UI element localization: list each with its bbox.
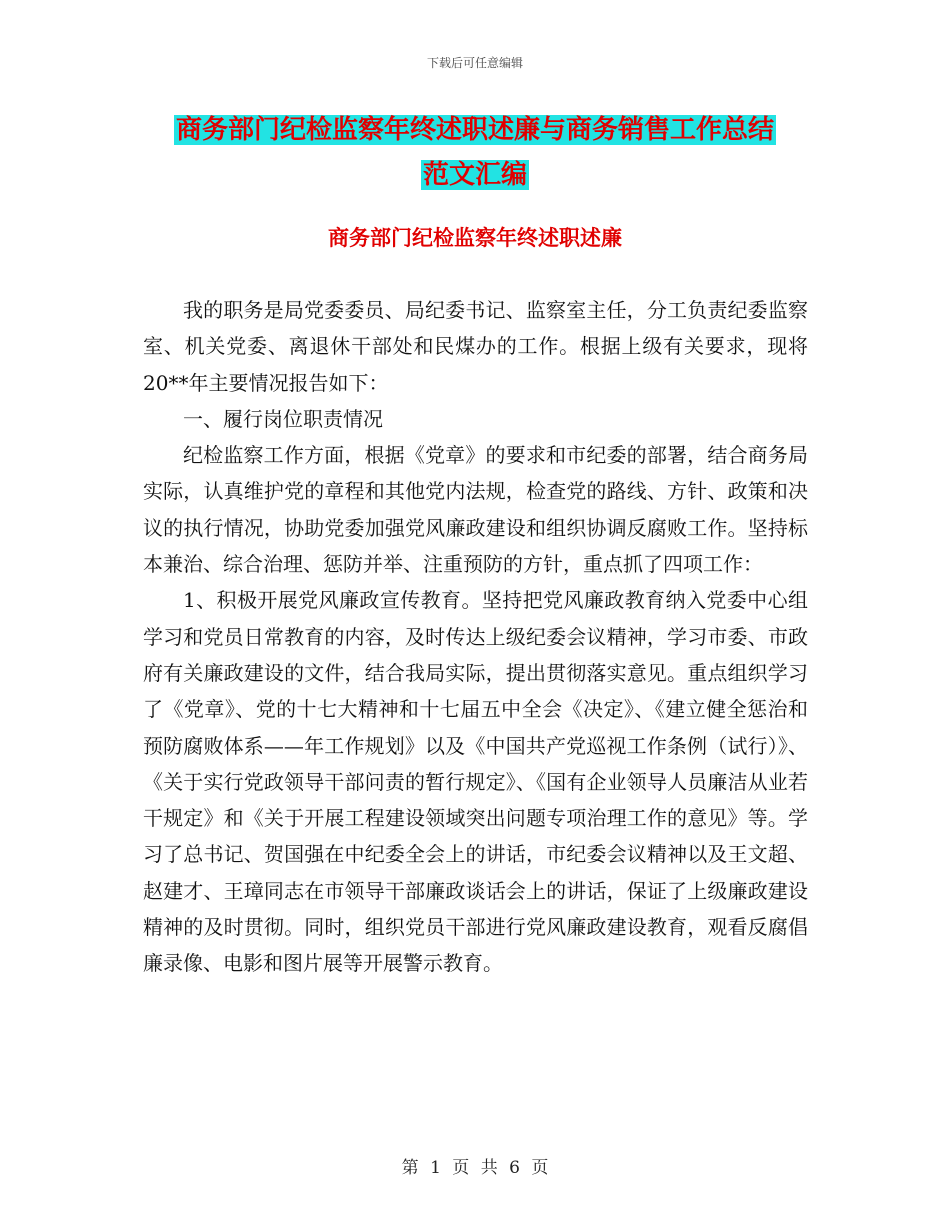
paragraph: 1、积极开展党风廉政宣传教育。坚持把党风廉政教育纳入党委中心组学习和党员日常教育的内容，及时传达上级纪委会议精神，学习市委、市政府有关廉政建设的文件，结合我局实际，提出贯彻落实意见。重点组织学习了《党章》、党的十七大精神和十七届五中全会《决定》、《建立健全惩治和预防腐败体系——年工作规划》以及《中国共产党巡视工作条例（试行）》、《关于实行党政领导干部问责的暂行规定》、《国有企业领导人员廉洁从业若干规定》和《关于开展工程建设领域突出问题专项治理工作的意见》等。学习了总书记、贺国强在中纪委全会上的讲话，市纪委会议精神以及王文超、赵建才、王璋同志在市领导干部廉政谈话会上的讲话，保证了上级廉政建设精神的及时贯彻。同时，组织党员干部进行党风廉政建设教育，观看反腐倡廉录像、电影和图片展等开展警示教育。 (143, 588, 808, 976)
document-body (143, 292, 808, 982)
document-title-line-2 (0, 155, 950, 195)
paragraph: 我的职务是局党委委员、局纪委书记、监察室主任，分工负责纪委监察室、机关党委、离退休干部处和民煤办的工作。根据上级有关要求，现将20**年主要情况报告如下： (143, 298, 808, 395)
paragraph: 纪检监察工作方面，根据《党章》的要求和市纪委的部署，结合商务局实际，认真维护党的章程和其他党内法规，检查党的路线、方针、政策和决议的执行情况，协助党委加强党风廉政建设和组织协调反腐败工作。坚持标本兼治、综合治理、惩防并举、注重预防的方针，重点抓了四项工作： (143, 443, 808, 577)
paragraph: 一、履行岗位职责情况 (183, 406, 383, 431)
page-footer: 第 1 页 共 6 页 (401, 1158, 549, 1178)
document-title-text-2: 范文汇编 (422, 160, 527, 190)
header-note: 下载后可任意编辑 (426, 56, 523, 70)
document-title-line-1 (0, 110, 950, 150)
document-title-text-1: 商务部门纪检监察年终述职述廉与商务销售工作总结 (175, 115, 774, 145)
section-title: 商务部门纪检监察年终述职述廉 (328, 226, 622, 250)
